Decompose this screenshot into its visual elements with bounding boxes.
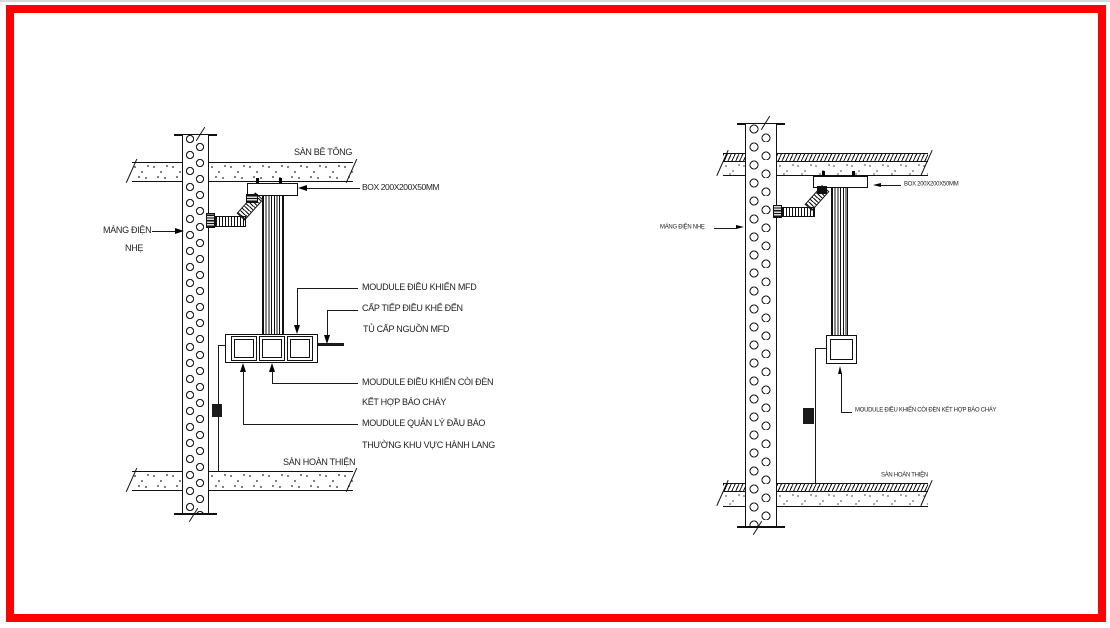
label-mang-dien: MÁNG ĐIỆN NHẸ bbox=[660, 224, 705, 231]
label-mang-dien-2: NHẸ bbox=[125, 243, 144, 253]
leader-line bbox=[841, 412, 852, 413]
concrete-stipple bbox=[723, 162, 745, 175]
concrete-stipple bbox=[723, 492, 745, 506]
label-box-size: BOX 200X200X50MM bbox=[362, 182, 440, 192]
drop-wire-horizontal bbox=[815, 348, 826, 349]
floor-slab-left-seg bbox=[723, 483, 745, 507]
screed-hatch bbox=[777, 484, 928, 492]
leader-line bbox=[272, 383, 358, 384]
concrete-stipple bbox=[777, 492, 928, 506]
label-cap-tiep-1: CẤP TIẾP ĐIỀU KHỂ ĐẾN bbox=[362, 303, 463, 313]
leader-line bbox=[327, 310, 328, 336]
leader-line bbox=[272, 371, 273, 383]
conduit-box-fitting bbox=[817, 186, 827, 194]
anchor-tick bbox=[852, 171, 855, 176]
leader-line bbox=[881, 185, 901, 186]
label-module-mfd: MOUDULE ĐIỀU KHIỂN MFD bbox=[362, 282, 477, 292]
module-square-3 bbox=[287, 336, 313, 361]
anchor-tick bbox=[256, 178, 259, 183]
concrete-slab-top-left-seg bbox=[723, 153, 745, 176]
anchor-tick bbox=[279, 178, 282, 183]
label-coi-den-1: MOUDULE ĐIỀU KHIỂN CÒI ĐÈN bbox=[362, 377, 494, 387]
label-box-size: BOX 200X200X50MM bbox=[904, 181, 959, 188]
module-inner bbox=[262, 339, 282, 358]
window-top-edge bbox=[0, 0, 1110, 2]
leader-line bbox=[297, 288, 298, 326]
drop-wire-horizontal bbox=[218, 345, 226, 346]
wall-device bbox=[803, 408, 814, 424]
leader-arrowhead bbox=[736, 225, 744, 229]
wall-section bbox=[182, 135, 209, 514]
floor-slab-right-seg bbox=[777, 483, 928, 507]
label-quan-ly-2: THƯỜNG KHU VỰC HÀNH LANG bbox=[362, 440, 495, 450]
red-border-frame bbox=[6, 5, 1106, 622]
leader-line bbox=[307, 188, 360, 189]
floor-slab-left-seg bbox=[132, 471, 182, 491]
leader-arrowhead bbox=[175, 228, 184, 234]
module-inner bbox=[234, 339, 254, 358]
leader-line bbox=[841, 373, 842, 412]
label-san-hoan-thien: SÀN HOÀN THIỆN bbox=[283, 457, 356, 467]
label-san-hoan-thien: SÀN HOÀN THIỆN bbox=[881, 472, 928, 479]
floor-slab-right-seg bbox=[209, 471, 353, 491]
drop-wire-vertical bbox=[815, 348, 816, 483]
leader-arrowhead bbox=[324, 335, 330, 344]
leader-arrowhead bbox=[873, 183, 881, 187]
cable-bundle bbox=[262, 196, 284, 334]
label-coi-den-2: KẾT HỢP BÁO CHÁY bbox=[362, 397, 447, 407]
module-square-2 bbox=[259, 336, 285, 361]
leader-arrowhead bbox=[298, 185, 307, 191]
conduit-wall-fitting bbox=[206, 213, 215, 228]
leader-line bbox=[152, 231, 175, 232]
label-san-be-tong: SÀN BÊ TÔNG bbox=[294, 147, 353, 157]
leader-line bbox=[714, 228, 736, 229]
leader-arrowhead bbox=[294, 325, 300, 334]
conduit-wall-fitting bbox=[773, 205, 782, 218]
leader-line bbox=[243, 424, 358, 425]
module-inner bbox=[830, 339, 853, 360]
leader-line bbox=[243, 371, 244, 424]
label-cap-tiep-2: TỦ CẤP NGUỒN MFD bbox=[363, 324, 450, 334]
power-cable-stub bbox=[318, 343, 344, 346]
leader-line bbox=[297, 288, 358, 289]
anchor-tick bbox=[822, 171, 825, 176]
concrete-slab-top-left-seg bbox=[132, 162, 182, 182]
wall-bottom-cap bbox=[737, 526, 785, 528]
label-mang-dien: MÁNG ĐIỆN bbox=[103, 225, 152, 235]
screed-hatch bbox=[777, 154, 928, 162]
label-quan-ly-1: MOUDULE QUẢN LÝ ĐẦU BÁO bbox=[362, 418, 486, 428]
module-square-1 bbox=[231, 336, 257, 361]
wall-bottom-cap bbox=[174, 513, 217, 515]
wall-section bbox=[745, 124, 777, 527]
wall-device bbox=[212, 404, 222, 417]
module-inner bbox=[290, 339, 310, 358]
label-module: MOUDULE ĐIỀU KHIỂN CÒI ĐÈN KẾT HỢP BÁO CHÁY bbox=[855, 407, 997, 414]
module-square bbox=[826, 335, 857, 364]
leader-line bbox=[327, 310, 358, 311]
conduit-box-fitting bbox=[246, 194, 258, 203]
cable-bundle bbox=[831, 188, 848, 335]
